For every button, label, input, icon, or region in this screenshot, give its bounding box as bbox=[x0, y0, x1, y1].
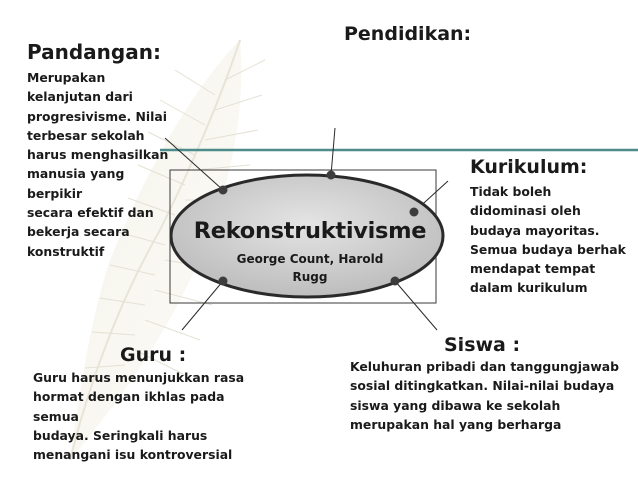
kurikulum-line: didominasi oleh bbox=[470, 203, 581, 219]
pandangan-line: harus menghasilkan bbox=[27, 147, 169, 163]
pandangan-line: manusia yang berpikir bbox=[27, 166, 125, 201]
guru-line: budaya. Seringkali harus bbox=[33, 427, 208, 443]
guru-title: Guru : bbox=[120, 344, 187, 366]
siswa-description bbox=[350, 357, 625, 434]
pandangan-line: konstruktif bbox=[27, 243, 105, 259]
siswa-line: Keluhuran pribadi dan tanggungjawab bbox=[350, 359, 619, 374]
pandangan-description bbox=[27, 68, 177, 261]
center-subtitle bbox=[226, 250, 394, 286]
pandangan-line: secara efektif dan bbox=[27, 205, 154, 221]
kurikulum-line: budaya mayoritas. bbox=[470, 222, 600, 238]
kurikulum-description bbox=[470, 182, 630, 298]
siswa-line: merupakan hal yang berharga bbox=[350, 416, 562, 432]
kurikulum-line: Semua budaya berhak bbox=[470, 241, 626, 257]
siswa-line: siswa yang dibawa ke sekolah bbox=[350, 397, 561, 413]
center-subtitle-line: George Count, Harold bbox=[236, 252, 384, 266]
guru-description bbox=[33, 368, 273, 464]
siswa-title: Siswa : bbox=[444, 334, 521, 356]
guru-line: menangani isu kontroversial bbox=[33, 447, 233, 463]
kurikulum-line: mendapat tempat bbox=[470, 261, 596, 277]
pandangan-line: bekerja secara bbox=[27, 224, 130, 240]
pandangan-line: terbesar sekolah bbox=[27, 127, 145, 143]
kurikulum-line: dalam kurikulum bbox=[470, 280, 588, 296]
pendidikan-title: Pendidikan: bbox=[344, 23, 472, 45]
pandangan-line: progresivisme. Nilai bbox=[27, 108, 168, 124]
guru-line: Guru harus menunjukkan rasa bbox=[33, 370, 245, 385]
center-title: Rekonstruktivisme bbox=[193, 218, 427, 244]
kurikulum-line: Tidak boleh bbox=[470, 184, 552, 199]
pandangan-title: Pandangan: bbox=[27, 40, 161, 64]
guru-line: hormat dengan ikhlas pada semua bbox=[33, 389, 225, 424]
kurikulum-title: Kurikulum: bbox=[470, 156, 588, 178]
pandangan-line: kelanjutan dari bbox=[27, 89, 133, 105]
siswa-line: sosial ditingkatkan. Nilai-nilai budaya bbox=[350, 378, 615, 394]
pandangan-line: Merupakan bbox=[27, 70, 106, 85]
center-subtitle-line: Rugg bbox=[292, 270, 328, 284]
